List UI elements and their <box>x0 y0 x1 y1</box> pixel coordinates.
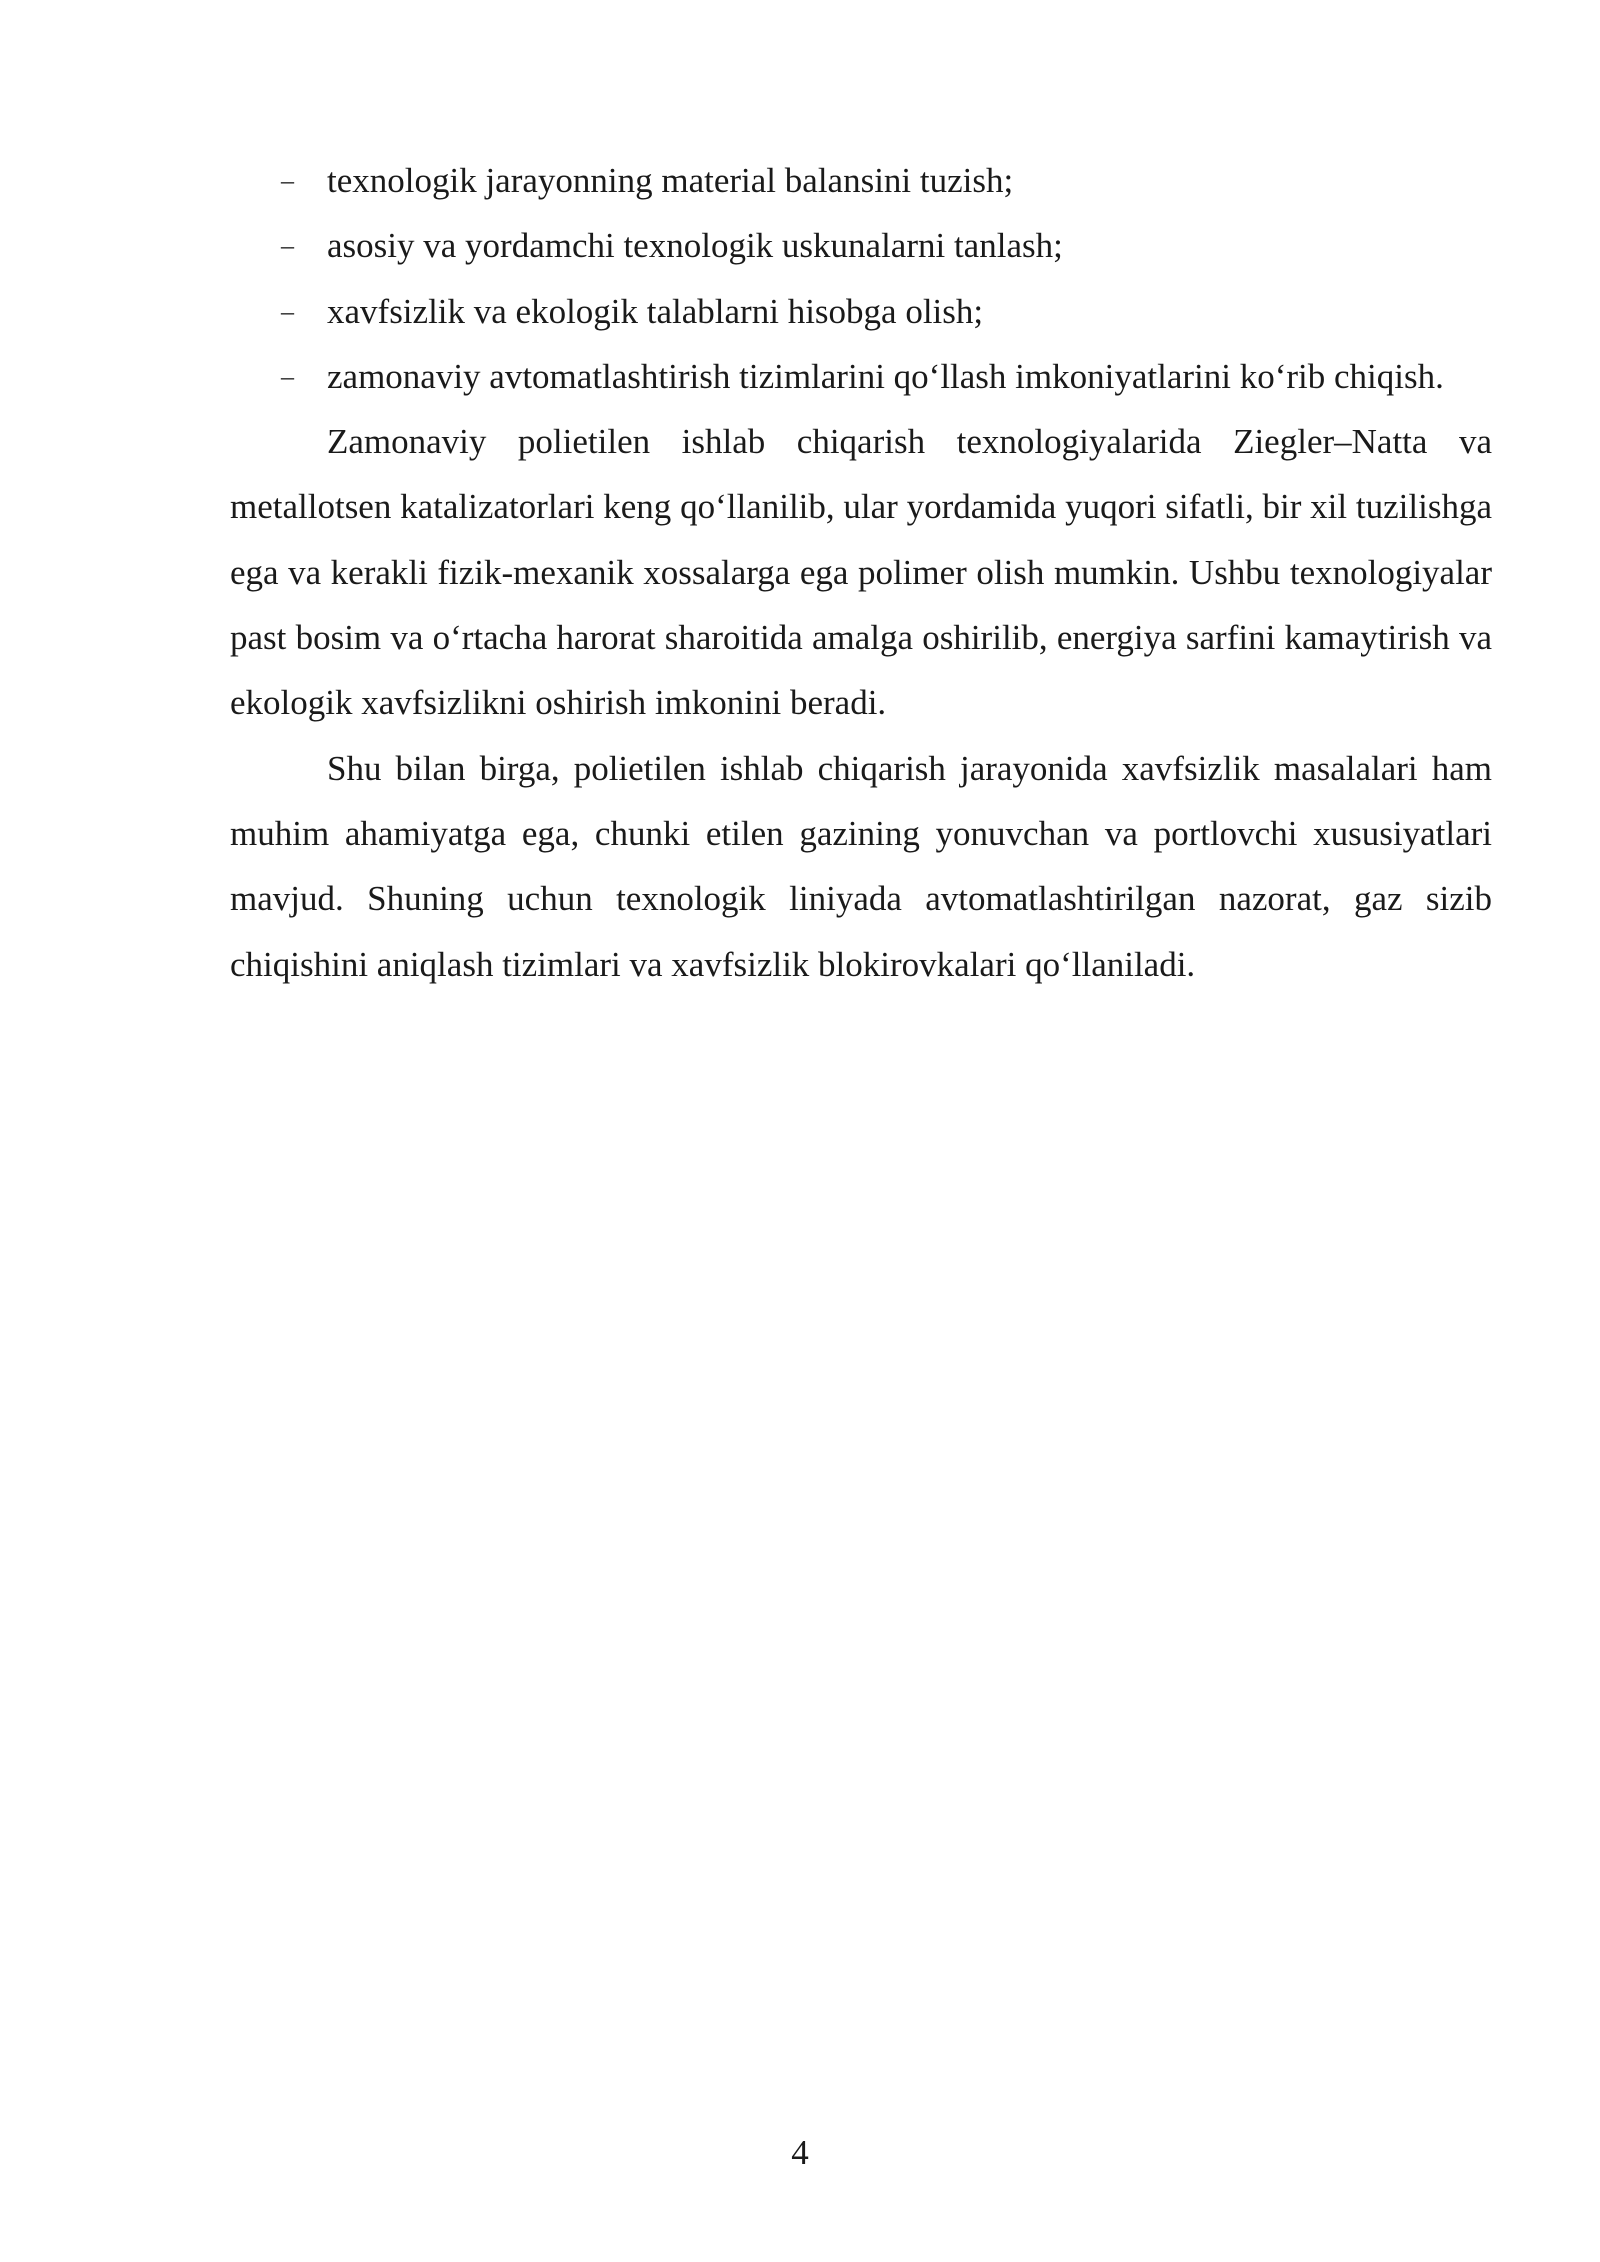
list-item-text: xavfsizlik va ekologik talablarni hisobga olish; <box>327 291 984 331</box>
dash-bullet-icon: – <box>281 166 294 195</box>
page-number: 4 <box>791 2133 809 2172</box>
dash-bullet-icon: – <box>281 296 294 326</box>
list-item <box>230 148 1492 213</box>
list-item <box>230 279 1492 344</box>
bullet-list <box>230 148 1492 409</box>
list-item <box>230 344 1492 409</box>
body-paragraph: Shu bilan birga, polietilen ishlab chiqarish jarayonida xavfsizlik masalalari ham muhim ahamiyatga ega, chunki etilen gazining yonuvchan va portlovchi xususiyatlari mavjud. Shuning uchun texnologik liniyada avtomatlashtirilgan nazorat, gaz sizib chiqishini aniqlash tizimlari va xavfsizlik blokirovkalari qo‘llaniladi. <box>230 748 1492 984</box>
page-content <box>230 148 1492 997</box>
list-item-text: texnologik jarayonning material balansini tuzish; <box>327 161 1014 200</box>
list-item-text: asosiy va yordamchi texnologik uskunalarni tanlash; <box>327 226 1063 266</box>
list-item-text: zamonaviy avtomatlashtirish tizimlarini qo‘llash imkoniyatlarini ko‘rib chiqish. <box>327 356 1444 396</box>
list-item <box>230 213 1492 278</box>
dash-bullet-icon: – <box>281 361 294 391</box>
dash-bullet-icon: – <box>281 231 294 261</box>
body-paragraph: Zamonaviy polietilen ishlab chiqarish texnologiyalarida Ziegler–Natta va metallotsen katalizatorlari keng qo‘llanilib, ular yordamida yuqori sifatli, bir xil tuzilishga ega va kerakli fizik-mexanik xossalarga ega polimer olish mumkin. Ushbu texnologiyalar past bosim va o‘rtacha harorat sharoitida amalga oshirilib, energiya sarfini kamaytirish va ekologik xavfsizlikni oshirish imkonini beradi. <box>230 422 1492 723</box>
